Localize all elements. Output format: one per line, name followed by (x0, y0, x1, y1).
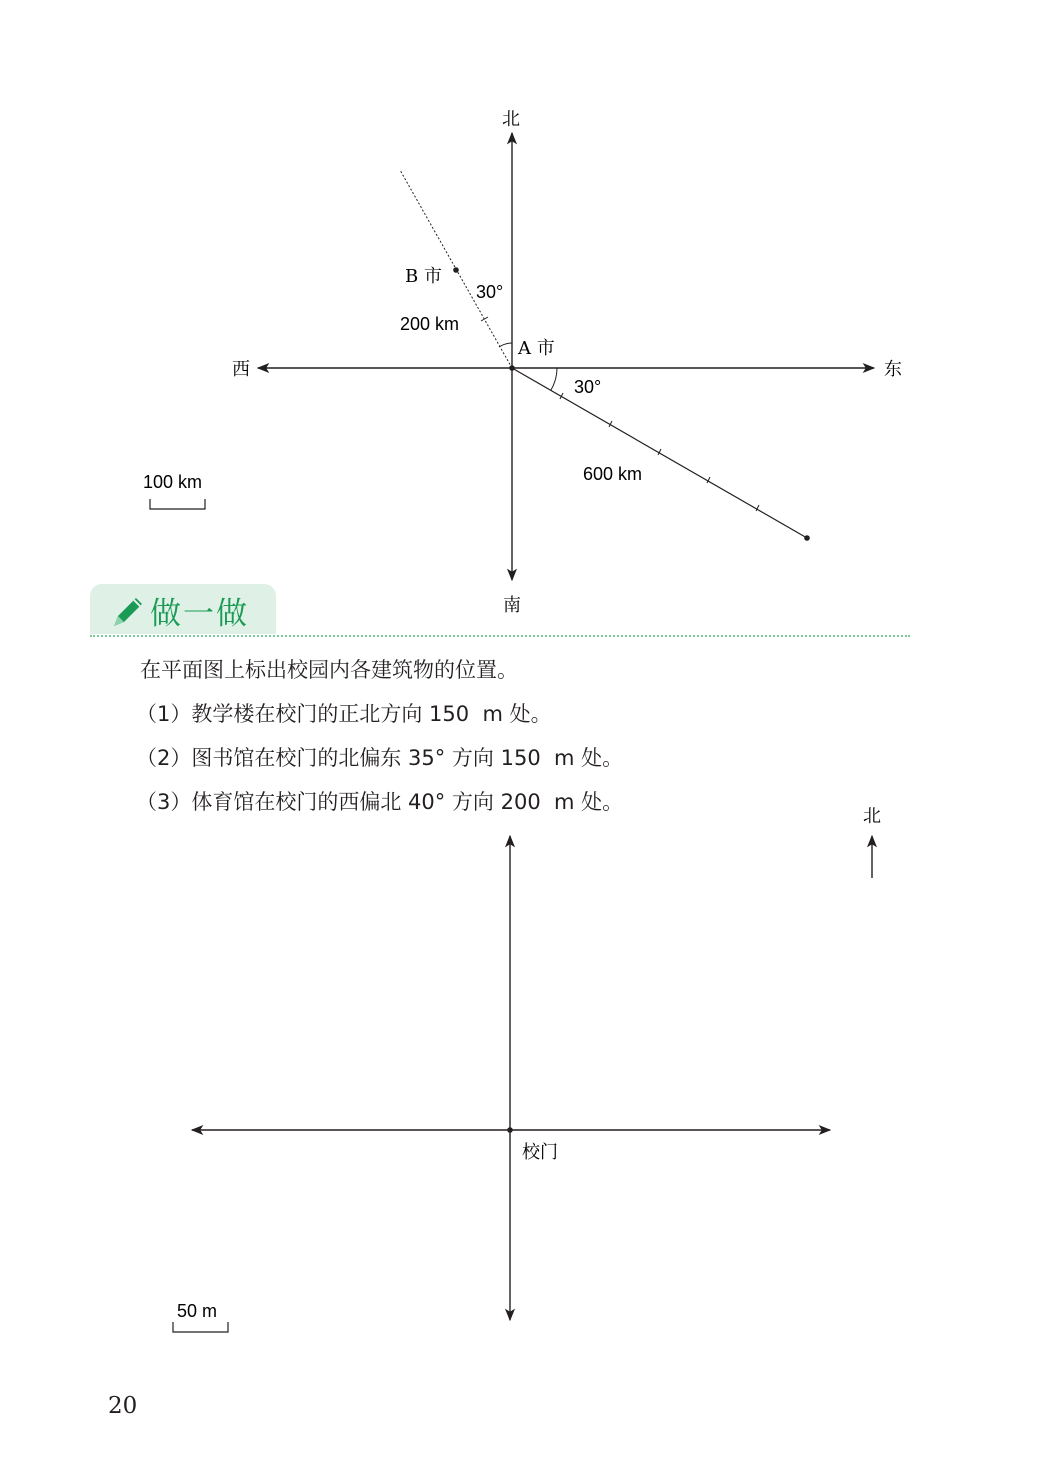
angle-arc-b (499, 343, 512, 347)
tick-mark (481, 317, 488, 321)
label-east: 东 (884, 359, 902, 380)
label-distance-se: 600 km (583, 464, 643, 484)
scale-bar-100km (150, 499, 205, 509)
label-distance-b: 200 km (400, 314, 460, 334)
section-title: 做一做 (150, 596, 249, 632)
task-item-1: （1）教学楼在校门的正北方向 150 m 处。 (136, 702, 552, 726)
label-city-a: A 市 (518, 338, 555, 359)
label-gate: 校门 (522, 1142, 558, 1163)
city-b-point (453, 267, 459, 273)
task-intro: 在平面图上标出校园内各建筑物的位置。 (140, 658, 518, 682)
task-item-2: （2）图书馆在校门的北偏东 35° 方向 150 m 处。 (136, 746, 624, 770)
scale-bar-50m (173, 1322, 228, 1332)
gate-point (507, 1127, 513, 1133)
label-south: 南 (503, 595, 521, 616)
task-item-3: （3）体育馆在校门的西偏北 40° 方向 200 m 处。 (136, 790, 624, 814)
angle-arc-se (551, 368, 557, 390)
label-west: 西 (232, 359, 250, 380)
label-scale-100km: 100 km (143, 472, 203, 492)
page-number: 20 (108, 1393, 138, 1419)
label-city-b: B 市 (405, 266, 442, 287)
label-scale-50m: 50 m (177, 1301, 218, 1321)
endpoint-se (804, 535, 810, 541)
pencil-icon (108, 592, 148, 632)
label-north-campus: 北 (863, 806, 881, 827)
label-angle-se: 30° (574, 377, 602, 397)
label-north: 北 (502, 109, 520, 130)
section-divider (90, 635, 910, 637)
label-angle-b: 30° (476, 282, 504, 302)
